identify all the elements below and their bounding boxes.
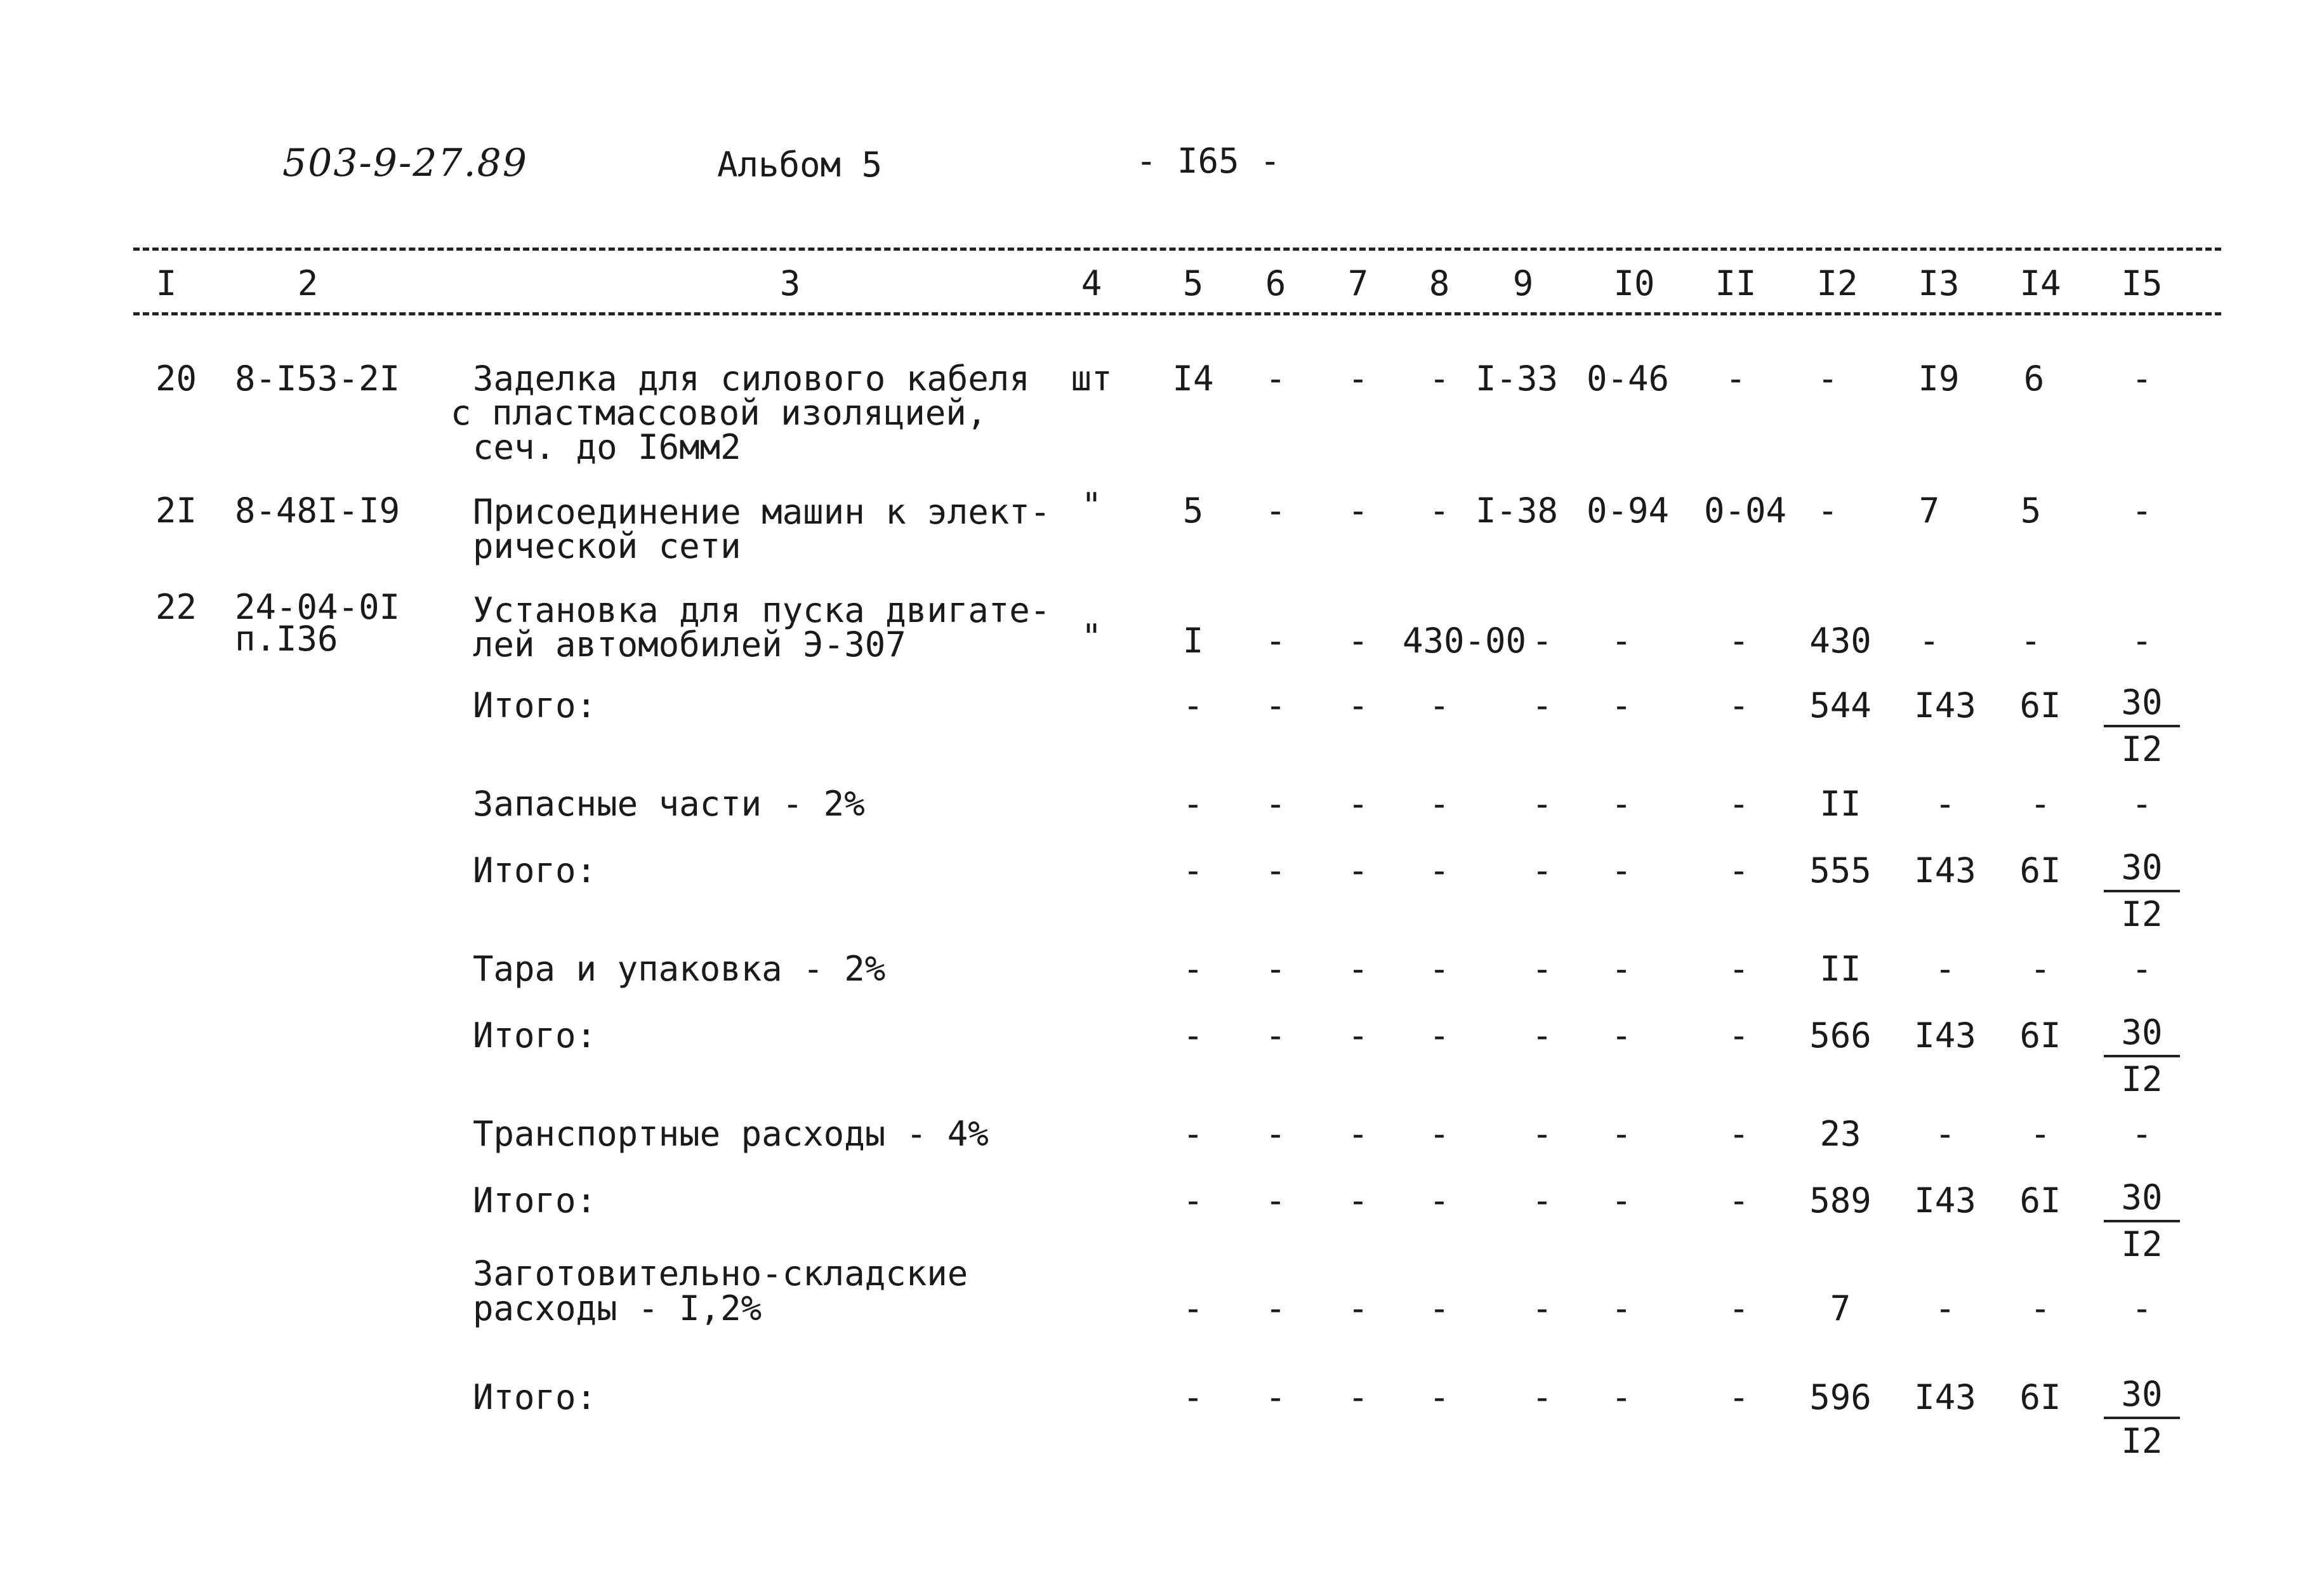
cell-dash: - (1611, 1288, 1632, 1328)
cell-col12: 544 (1809, 685, 1872, 725)
cell-col9: I-33 (1475, 359, 1559, 399)
cell-col13: I43 (1914, 685, 1976, 725)
cell-col14: 6I (2019, 1180, 2061, 1220)
cell-dash: - (1182, 784, 1204, 824)
row-description-line: Присоединение машин к элект- (473, 492, 1051, 532)
cell-col15-fraction (2104, 680, 2180, 772)
cell-dash: - (1531, 685, 1553, 725)
cell-dash: - (1347, 784, 1369, 824)
cell-col12: II (1819, 784, 1861, 824)
cell-dash: - (1182, 1288, 1204, 1328)
summary-label: Итого: (473, 1015, 597, 1055)
cell-col15-fraction (2104, 1372, 2180, 1464)
row-unit: " (1081, 617, 1102, 657)
row-description-line: сеч. до I6мм2 (473, 427, 741, 467)
cell-col13: I43 (1914, 1015, 1976, 1055)
cell-col10: 0-46 (1586, 359, 1670, 399)
cell-col13: I43 (1914, 1377, 1976, 1417)
cell-dash: - (1347, 1114, 1369, 1154)
cell-dash: - (1182, 850, 1204, 890)
cell-dash: - (1531, 1180, 1553, 1220)
cell-col6: - (1265, 359, 1286, 399)
cell-dash: - (1728, 1114, 1750, 1154)
page-number: - I65 - (1136, 141, 1281, 181)
cell-col7: - (1347, 359, 1369, 399)
summary-label: Запасные части - 2% (473, 784, 865, 824)
cell-dash: - (1611, 685, 1632, 725)
cell-dash: - (1429, 1114, 1450, 1154)
cell-col11: - (1728, 621, 1750, 661)
cell-dash: - (1611, 1114, 1632, 1154)
col-header-13: I3 (1918, 263, 1960, 303)
cell-dash: - (1265, 949, 1286, 989)
cell-col15: - (2131, 784, 2153, 824)
cell-col14: - (2030, 784, 2051, 824)
cell-col12: II (1819, 949, 1861, 989)
cell-dash: - (1265, 1114, 1286, 1154)
fraction-denominator: I2 (2121, 1421, 2163, 1461)
cell-dash: - (1347, 1288, 1369, 1328)
cell-dash: - (1611, 1377, 1632, 1417)
cell-col14: - (2020, 621, 2042, 661)
cell-col9: - (1531, 621, 1553, 661)
col-header-12: I2 (1816, 263, 1858, 303)
cell-col15: - (2131, 491, 2153, 531)
cell-dash: - (1347, 1377, 1369, 1417)
cell-col15: - (2131, 949, 2153, 989)
cell-dash: - (1429, 1180, 1450, 1220)
row-unit: " (1081, 486, 1102, 526)
cell-col14: - (2030, 949, 2051, 989)
cell-dash: - (1728, 1288, 1750, 1328)
fraction-denominator: I2 (2121, 894, 2163, 934)
cell-col6: - (1265, 621, 1286, 661)
col-header-8: 8 (1429, 263, 1450, 303)
cell-col10: - (1611, 621, 1632, 661)
col-header-2: 2 (297, 263, 319, 303)
cell-col15-fraction (2104, 1010, 2180, 1102)
cell-dash: - (1182, 1377, 1204, 1417)
cell-dash: - (1728, 685, 1750, 725)
cell-dash: - (1611, 1015, 1632, 1055)
cell-dash: - (1265, 685, 1286, 725)
summary-label: Тара и упаковка - 2% (473, 949, 886, 989)
cell-dash: - (1429, 949, 1450, 989)
cell-dash: - (1429, 685, 1450, 725)
row-code-secondary: п.I36 (235, 619, 338, 659)
cell-col15-fraction (2104, 1175, 2180, 1267)
cell-dash: - (1182, 949, 1204, 989)
fraction-numerator: 30 (2104, 680, 2180, 727)
cell-dash: - (1347, 949, 1369, 989)
cell-col14: 6 (2023, 359, 2045, 399)
row-code: 8-I53-2I (235, 359, 400, 399)
fraction-denominator: I2 (2121, 1224, 2163, 1264)
cell-col8: 430-00 (1403, 621, 1527, 661)
summary-label: Итого: (473, 1377, 597, 1417)
cell-col12: 23 (1819, 1114, 1861, 1154)
cell-dash: - (1531, 949, 1553, 989)
cell-col5: I (1182, 621, 1204, 661)
cell-col12: 430 (1809, 621, 1872, 661)
summary-label: Итого: (473, 685, 597, 725)
cell-dash: - (1265, 1288, 1286, 1328)
fraction-numerator: 30 (2104, 1372, 2180, 1419)
cell-dash: - (1531, 1114, 1553, 1154)
cell-dash: - (1531, 850, 1553, 890)
cell-dash: - (1347, 685, 1369, 725)
col-header-10: I0 (1613, 263, 1655, 303)
row-number: 2I (155, 491, 197, 531)
fraction-numerator: 30 (2104, 845, 2180, 892)
row-number: 20 (155, 359, 197, 399)
row-description-line: с пластмассовой изоляцией, (451, 393, 987, 433)
cell-dash: - (1728, 850, 1750, 890)
cell-col13: - (1918, 621, 1940, 661)
cell-col7: - (1347, 491, 1369, 531)
cell-col15: - (2131, 1288, 2153, 1328)
summary-label-line2: расходы - I,2% (473, 1288, 762, 1328)
cell-col7: - (1347, 621, 1369, 661)
row-number: 22 (155, 587, 197, 627)
cell-dash: - (1728, 1180, 1750, 1220)
summary-label: Итого: (473, 1180, 597, 1220)
cell-col14: - (2030, 1288, 2051, 1328)
cell-col11: 0-04 (1703, 491, 1787, 531)
cell-dash: - (1611, 949, 1632, 989)
cell-col12: 596 (1809, 1377, 1872, 1417)
cell-col15: - (2131, 1114, 2153, 1154)
cell-col14: - (2030, 1114, 2051, 1154)
col-header-9: 9 (1512, 263, 1534, 303)
cell-col10: 0-94 (1586, 491, 1670, 531)
row-description-line: Заделка для силового кабеля (473, 359, 1030, 399)
cell-col13: - (1934, 1114, 1956, 1154)
cell-dash: - (1265, 784, 1286, 824)
cell-col14: 6I (2019, 1015, 2061, 1055)
cell-col12: - (1817, 491, 1839, 531)
col-header-4: 4 (1081, 263, 1102, 303)
cell-col15-fraction (2104, 845, 2180, 937)
cell-dash: - (1728, 1377, 1750, 1417)
document-code: 503-9-27.89 (282, 141, 529, 185)
cell-dash: - (1531, 1377, 1553, 1417)
col-header-15: I5 (2121, 263, 2163, 303)
fraction-numerator: 30 (2104, 1010, 2180, 1057)
cell-dash: - (1265, 850, 1286, 890)
cell-dash: - (1531, 1015, 1553, 1055)
cell-col12: 589 (1809, 1180, 1872, 1220)
summary-label: Итого: (473, 850, 597, 890)
cell-col14: 6I (2019, 1377, 2061, 1417)
cell-dash: - (1429, 1288, 1450, 1328)
cell-dash: - (1728, 784, 1750, 824)
cell-col13: - (1934, 1288, 1956, 1328)
col-header-1: I (155, 263, 177, 303)
row-code: 24-04-0I (235, 587, 400, 627)
cell-col13: I43 (1914, 850, 1976, 890)
cell-col11: - (1725, 359, 1746, 399)
col-header-11: II (1715, 263, 1757, 303)
cell-col13: - (1934, 784, 1956, 824)
cell-dash: - (1611, 1180, 1632, 1220)
cell-col13: I9 (1918, 359, 1960, 399)
summary-label: Заготовительно-складские (473, 1253, 968, 1293)
cell-dash: - (1728, 1015, 1750, 1055)
cell-col15: - (2131, 359, 2153, 399)
fraction-denominator: I2 (2121, 729, 2163, 769)
cell-dash: - (1182, 1015, 1204, 1055)
cell-dash: - (1265, 1377, 1286, 1417)
cell-dash: - (1611, 850, 1632, 890)
col-header-5: 5 (1182, 263, 1204, 303)
cell-dash: - (1182, 685, 1204, 725)
col-header-6: 6 (1265, 263, 1286, 303)
row-description-line: лей автомобилей Э-307 (473, 625, 906, 665)
col-header-14: I4 (2019, 263, 2061, 303)
header-bottom-rule (133, 312, 2221, 315)
cell-dash: - (1429, 1377, 1450, 1417)
row-description-line: Установка для пуска двигате- (473, 590, 1051, 630)
cell-col14: 6I (2019, 850, 2061, 890)
cell-col12: 566 (1809, 1015, 1872, 1055)
cell-dash: - (1531, 1288, 1553, 1328)
col-header-7: 7 (1347, 263, 1369, 303)
cell-col13: - (1934, 949, 1956, 989)
fraction-denominator: I2 (2121, 1059, 2163, 1099)
row-description-line: рической сети (473, 526, 741, 566)
cell-dash: - (1265, 1180, 1286, 1220)
fraction-numerator: 30 (2104, 1175, 2180, 1222)
cell-col8: - (1429, 359, 1450, 399)
cell-dash: - (1347, 850, 1369, 890)
cell-col8: - (1429, 491, 1450, 531)
cell-col13: 7 (1918, 491, 1940, 531)
cell-col15: - (2131, 621, 2153, 661)
cell-col12: 7 (1830, 1288, 1851, 1328)
cell-col5: I4 (1172, 359, 1214, 399)
summary-label: Транспортные расходы - 4% (473, 1114, 989, 1154)
cell-dash: - (1429, 850, 1450, 890)
cell-col9: I-38 (1475, 491, 1559, 531)
cell-col12: 555 (1809, 850, 1872, 890)
cell-dash: - (1182, 1114, 1204, 1154)
cell-dash: - (1429, 1015, 1450, 1055)
cell-dash: - (1347, 1180, 1369, 1220)
cell-dash: - (1429, 784, 1450, 824)
cell-col6: - (1265, 491, 1286, 531)
cell-col14: 5 (2020, 491, 2042, 531)
cell-dash: - (1611, 784, 1632, 824)
cell-dash: - (1182, 1180, 1204, 1220)
cell-col12: - (1817, 359, 1839, 399)
cell-dash: - (1728, 949, 1750, 989)
cell-col5: 5 (1182, 491, 1204, 531)
cell-dash: - (1531, 784, 1553, 824)
row-unit: шт (1071, 359, 1112, 399)
cell-dash: - (1347, 1015, 1369, 1055)
header-top-rule (133, 248, 2221, 251)
cell-dash: - (1265, 1015, 1286, 1055)
cell-col14: 6I (2019, 685, 2061, 725)
row-code: 8-48I-I9 (235, 491, 400, 531)
col-header-3: 3 (779, 263, 801, 303)
album-label: Альбом 5 (717, 145, 883, 185)
cell-col13: I43 (1914, 1180, 1976, 1220)
